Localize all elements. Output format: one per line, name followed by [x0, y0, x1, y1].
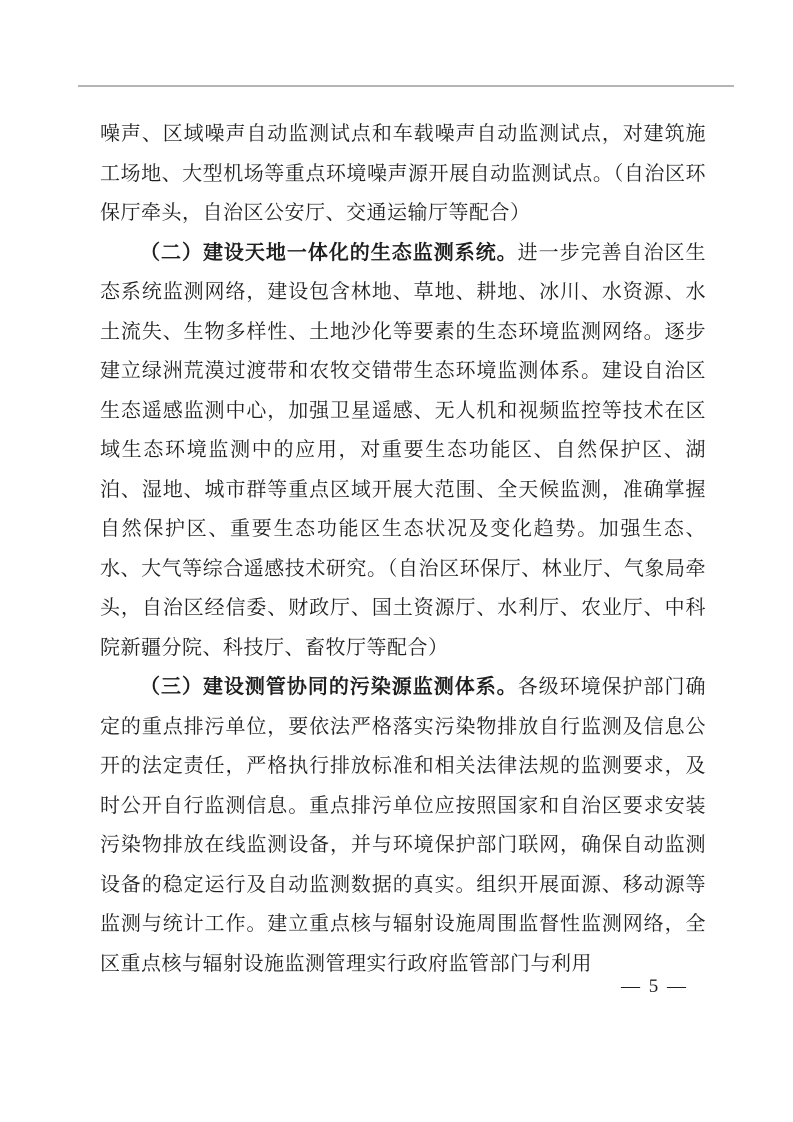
header-rule: [78, 85, 734, 87]
paragraph: [100, 115, 706, 234]
page-number: — 5 —: [621, 976, 688, 997]
paragraph-text: 各级环境保护部门确定的重点排污单位，要依法严格落实污染物排放自行监测及信息公开的法定责任，严格执行排放标准和相关法律法规的监测要求，及时公开自行监测信息。重点排污单位应按照国家和自治区要求安装污染物排放在线监测设备，并与环境保护部门联网，确保自动监测设备的稳定运行及自动监测数据的真实。组织开展面源、移动源等监测与统计工作。建立重点核与辐射设施周围监督性监测网络，全区重点核与辐射设施监测管理实行政府监管部门与利用: [100, 676, 707, 975]
paragraph-heading: （三）建设测管协同的污染源监测体系。: [140, 676, 518, 698]
paragraph-heading: （二）建设天地一体化的生态监测系统。: [140, 241, 518, 264]
paragraph: [100, 234, 706, 669]
document-body: [100, 115, 706, 984]
paragraph-text: 进一步完善自治区生态系统监测网络，建设包含林地、草地、耕地、冰川、水资源、水土流失、生物多样性、土地沙化等要素的生态环境监测网络。逐步建立绿洲荒漠过渡带和农牧交错带生态环境监测体系。建设自治区生态遥感监测中心，加强卫星遥感、无人机和视频监控等技术在区域生态环境监测中的应用，对重要生态功能区、自然保护区、湖泊、湿地、城市群等重点区域开展大范围、全天候监测，准确掌握自然保护区、重要生态功能区生态状况及变化趋势。加强生态、水、大气等综合遥感技术研究。（自治区环保厅、林业厅、气象局牵头，自治区经信委、财政厅、国土资源厅、水利厅、农业厅、中科院新疆分院、科技厅、畜牧厅等配合）: [100, 241, 707, 659]
paragraph: [100, 668, 706, 984]
paragraph-text: 噪声、区域噪声自动监测试点和车载噪声自动监测试点，对建筑施工场地、大型机场等重点环境噪声源开展自动监测试点。（自治区环保厅牵头，自治区公安厅、交通运输厅等配合）: [100, 123, 706, 224]
